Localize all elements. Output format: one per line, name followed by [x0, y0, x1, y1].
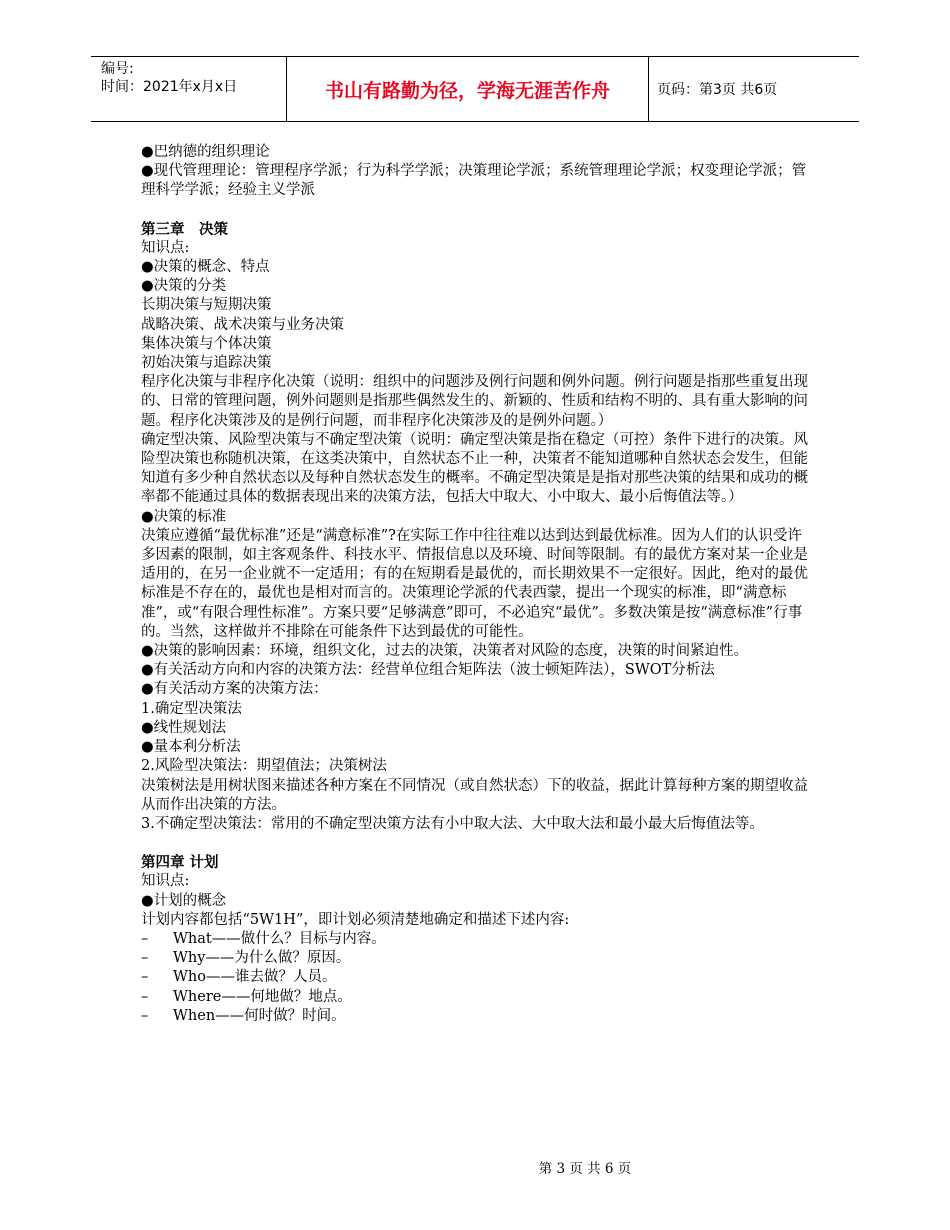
paragraph: ●决策的标准 — [141, 508, 227, 525]
paragraph: 长期决策与短期决策 — [141, 297, 272, 314]
paragraph: ●决策的分类 — [141, 278, 227, 295]
dash-marker: – — [141, 969, 149, 986]
paragraph: 程序化决策与非程序化决策（说明：组织中的问题涉及例行问题和例外问题。例行问题是指那些重复出现的、日常的管理问题，例外问题则是指那些偶然发生的、新颖的、性质和结构不明的、具有重大影响的问题。程序化决策涉及的是例行问题，而非程序化决策涉及的是例外问题。） — [141, 374, 808, 429]
list-item — [141, 968, 811, 987]
dash-marker: – — [141, 930, 149, 947]
paragraph: 决策树法是用树状图来描述各种方案在不同情况（或自然状态）下的收益，据此计算每种方案的期望收益从而作出决策的方法。 — [141, 777, 808, 813]
dash-marker: – — [141, 950, 149, 967]
list-item-text: Who——谁去做？人员。 — [173, 969, 337, 986]
list-item-text: When——何时做？时间。 — [173, 1007, 346, 1024]
paragraph: ●巴纳德的组织理论 — [141, 144, 270, 160]
list-item-text: What——做什么？目标与内容。 — [173, 930, 386, 947]
paragraph: ●现代管理理论：管理程序学派；行为科学学派；决策理论学派；系统管理理论学派；权变理论学派；管理科学学派；经验主义学派 — [141, 163, 807, 199]
list-item — [141, 988, 811, 1007]
list-item — [141, 949, 811, 968]
list-item-text: Where——何地做？地点。 — [173, 988, 352, 1005]
list-item-text: Why——为什么做？原因。 — [173, 950, 351, 967]
paragraph: ●决策的影响因素：环境，组织文化，过去的决策，决策者对风险的态度，决策的时间紧迫性。 — [141, 643, 749, 660]
paragraph: ●线性规划法 — [141, 719, 227, 736]
dash-marker: – — [141, 1007, 149, 1024]
points-label: 知识点: — [141, 239, 190, 256]
page-footer — [0, 1157, 950, 1177]
header-motto: 书山有路勤为径，学海无涯苦作舟 — [287, 57, 649, 121]
paragraph: 2.风险型决策法：期望值法；决策树法 — [141, 758, 387, 775]
time-label: 时间：2021年x月x日 — [101, 79, 238, 95]
paragraph: 决策应遵循“最优标准”还是“满意标准”?在实际工作中往往难以达到达到最优标准。因为人们的认识受许多因素的限制，如主客观条件、科技水平、情报信息以及环境、时间等限制。有的最优方案对某一企业是适用的，在另一企业就不一定适用；有的在短期看是最优的，而长期效果不一定很好。因此，绝对的最优标准是不存在的，最优也是相对而言的。决策理论学派的代表西蒙，提出一个现实的标准，即“满意标准”，或“有限合理性标准”。方案只要“足够满意”即可，不必追究“最优”。多数决策是按“满意标准”行事的。当然，这样做并不排除在可能条件下达到最优的可能性。 — [141, 527, 808, 640]
chapter4-title: 第四章 计划 — [141, 854, 219, 872]
paragraph: ●量本利分析法 — [141, 739, 241, 756]
paragraph: ●有关活动方向和内容的决策方法：经营单位组合矩阵法（波士顿矩阵法），SWOT分析法 — [141, 662, 715, 679]
body-text — [141, 143, 811, 1026]
paragraph: 确定型决策、风险型决策与不确定型决策（说明：确定型决策是指在稳定（可控）条件下进行的决策。风险型决策也称随机决策，在这类决策中，自然状态不止一种，决策者不能知道哪种自然状态会发生，但能知道有多少种自然状态以及每种自然状态发生的概率。不确定型决策是是指对那些决策的结果和成功的概率都不能通过具体的数据表现出来的决策方法，包括大中取大、小中取大、最小后悔值法等。） — [141, 431, 808, 506]
paragraph: 1.确定型决策法 — [141, 700, 242, 717]
list-item — [141, 930, 811, 949]
paragraph: 战略决策、战术决策与业务决策 — [141, 316, 344, 333]
paragraph: 计划内容都包括“5W1H”，即计划必须清楚地确定和描述下述内容: — [141, 911, 570, 928]
header-table — [91, 56, 859, 122]
paragraph: 集体决策与个体决策 — [141, 335, 272, 352]
paragraph: ●决策的概念、特点 — [141, 259, 270, 276]
header-left-cell — [91, 57, 287, 121]
points-label: 知识点: — [141, 873, 190, 890]
list-item — [141, 1007, 811, 1026]
paragraph: 3.不确定型决策法：常用的不确定型决策方法有小中取大法、大中取大法和最小最大后悔值法等。 — [141, 815, 764, 832]
number-label: 编号: — [101, 61, 134, 77]
dash-marker: – — [141, 988, 149, 1005]
paragraph: 初始决策与追踪决策 — [141, 355, 272, 372]
footer-page-number: 第 3 页 共 6 页 — [538, 1161, 632, 1177]
paragraph: ●计划的概念 — [141, 892, 227, 909]
paragraph: ●有关活动方案的决策方法： — [141, 681, 328, 698]
header-page-label: 页码：第3页 共6页 — [657, 82, 778, 98]
chapter3-title: 第三章 决策 — [141, 220, 228, 238]
